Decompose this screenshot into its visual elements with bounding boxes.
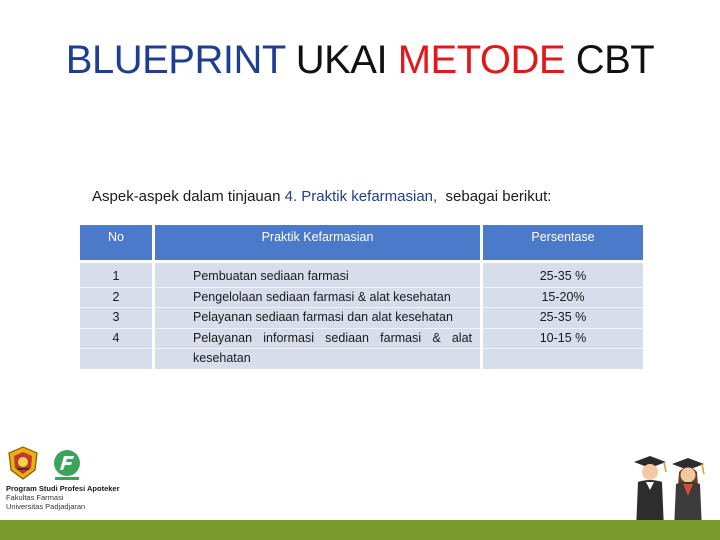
title-cbt: CBT — [575, 38, 655, 82]
unpad-crest-icon — [6, 446, 40, 480]
row-no: 4 — [80, 329, 152, 350]
university-name: Universitas Padjadjaran — [6, 502, 86, 511]
program-name: Program Studi Profesi Apoteker — [6, 484, 120, 493]
table-body-row — [80, 263, 643, 369]
row-item: Pembuatan sediaan farmasi — [155, 267, 480, 288]
header-praktik: Praktik Kefarmasian — [154, 225, 482, 260]
row-no: 1 — [80, 267, 152, 288]
intro-prefix: Aspek-aspek dalam tinjauan — [92, 188, 285, 205]
row-pct: 25-35 % — [483, 267, 643, 288]
title-blueprint: BLUEPRINT — [65, 38, 286, 82]
intro-suffix: sebagai berikut: — [437, 188, 552, 205]
title-ukai: UKAI — [295, 38, 388, 82]
bottom-accent-bar — [0, 520, 720, 540]
faculty-name: Fakultas Farmasi — [6, 493, 64, 502]
row-pct: 15-20% — [483, 288, 643, 309]
slide-title — [0, 38, 720, 83]
persentase-column — [482, 263, 644, 369]
intro-highlight: 4. Praktik kefarmasian, — [284, 188, 438, 205]
row-item: Pelayanan sediaan farmasi dan alat kesehatan — [155, 308, 480, 329]
row-item: Pelayanan informasi sediaan farmasi & alat — [155, 329, 480, 350]
blueprint-table — [80, 225, 643, 369]
title-metode: METODE — [397, 38, 566, 82]
intro-text — [92, 188, 551, 205]
praktik-column — [154, 263, 482, 369]
header-persentase: Persentase — [482, 225, 644, 260]
row-item: Pengelolaan sediaan farmasi & alat kesehatan — [155, 288, 480, 309]
row-pct: 10-15 % — [483, 329, 643, 350]
farmasi-logo-icon — [50, 448, 84, 482]
footer-logos — [4, 446, 144, 516]
table-header-row — [80, 225, 643, 260]
row-pct: 25-35 % — [483, 308, 643, 329]
row-no: 2 — [80, 288, 152, 309]
row-no: 3 — [80, 308, 152, 329]
header-no: No — [80, 225, 154, 260]
logo-caption — [6, 484, 120, 511]
no-column — [80, 263, 154, 369]
row-item-cont: kesehatan — [193, 351, 251, 365]
